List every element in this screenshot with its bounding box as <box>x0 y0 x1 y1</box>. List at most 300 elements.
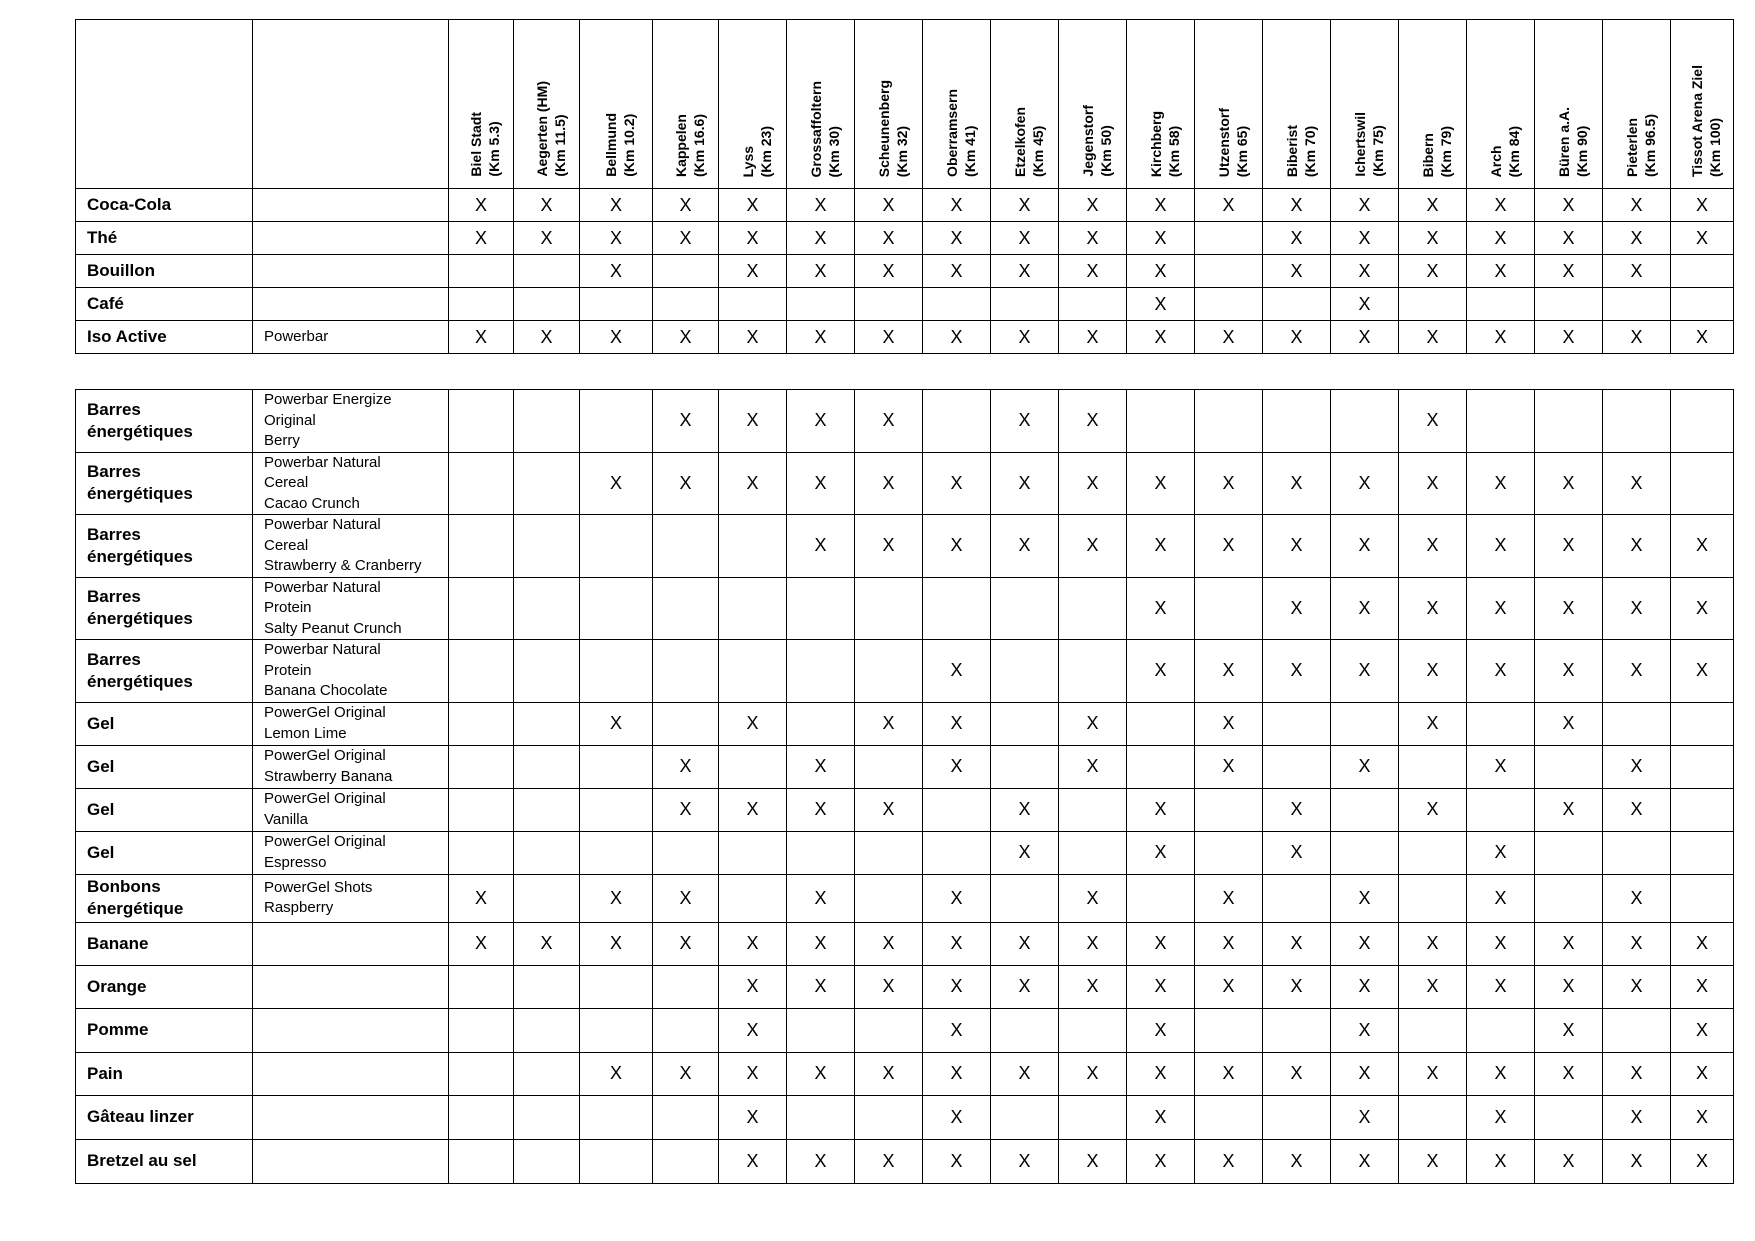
mark-cell <box>991 1052 1059 1095</box>
table-row <box>76 745 1734 788</box>
x-mark: X <box>1426 799 1439 819</box>
mark-cell <box>1331 640 1399 703</box>
x-mark: X <box>1630 660 1643 681</box>
mark-cell <box>1671 874 1734 922</box>
mark-cell <box>1671 1052 1734 1095</box>
mark-cell <box>1399 577 1467 640</box>
x-mark: X <box>950 1150 963 1171</box>
station-km: (Km 90) <box>1573 125 1590 177</box>
mark-cell <box>653 515 719 578</box>
x-mark: X <box>1562 260 1575 281</box>
x-mark: X <box>746 410 759 431</box>
x-mark: X <box>1290 227 1303 248</box>
mark-cell <box>1059 702 1127 745</box>
x-mark: X <box>1290 1063 1303 1083</box>
station-km: (Km 16.6) <box>690 113 707 177</box>
station-header <box>1263 20 1331 189</box>
mark-cell <box>855 577 923 640</box>
mark-cell <box>1263 321 1331 354</box>
mark-cell <box>1535 1139 1603 1183</box>
x-mark: X <box>1018 976 1031 996</box>
mark-cell <box>1399 874 1467 922</box>
table-row <box>76 640 1734 703</box>
x-mark: X <box>1562 227 1575 248</box>
product-cell <box>253 745 449 788</box>
mark-cell <box>855 702 923 745</box>
x-mark: X <box>474 326 487 347</box>
product-name: Powerbar Natural <box>264 641 381 658</box>
station-name: Ichertswil <box>1351 112 1368 177</box>
mark-cell <box>1195 874 1263 922</box>
mark-cell <box>1467 577 1535 640</box>
x-mark: X <box>679 326 692 347</box>
x-mark: X <box>1154 472 1167 493</box>
product-cell <box>253 702 449 745</box>
mark-cell <box>1127 874 1195 922</box>
x-mark: X <box>1630 535 1643 556</box>
mark-cell <box>1331 321 1399 354</box>
mark-cell <box>1535 515 1603 578</box>
x-mark: X <box>1562 799 1575 819</box>
mark-cell <box>1195 1095 1263 1139</box>
table-row <box>76 321 1734 354</box>
x-mark: X <box>1222 887 1235 908</box>
mark-cell <box>1671 702 1734 745</box>
mark-cell <box>653 874 719 922</box>
x-mark: X <box>1290 976 1303 996</box>
mark-cell <box>787 745 855 788</box>
item-name: Barres <box>87 649 141 669</box>
mark-cell <box>923 1139 991 1183</box>
x-mark: X <box>679 227 692 248</box>
mark-cell <box>1535 1008 1603 1052</box>
station-header <box>1399 20 1467 189</box>
x-mark: X <box>1358 976 1371 996</box>
mark-cell <box>719 189 787 222</box>
mark-cell <box>1127 515 1195 578</box>
mark-cell <box>1195 745 1263 788</box>
mark-cell <box>991 321 1059 354</box>
x-mark: X <box>1222 535 1235 556</box>
item-label <box>76 452 253 515</box>
item-name: Orange <box>87 976 147 996</box>
table-row <box>76 1052 1734 1095</box>
mark-cell <box>449 321 514 354</box>
x-mark: X <box>1154 933 1167 953</box>
x-mark: X <box>1018 933 1031 953</box>
x-mark: X <box>1630 976 1643 996</box>
product-cell <box>253 577 449 640</box>
mark-cell <box>653 1095 719 1139</box>
x-mark: X <box>540 326 553 347</box>
x-mark: X <box>1426 260 1439 281</box>
x-mark: X <box>882 713 895 733</box>
x-mark: X <box>679 410 692 431</box>
mark-cell <box>923 321 991 354</box>
station-km: (Km 23) <box>757 125 774 177</box>
mark-cell <box>1127 577 1195 640</box>
station-label <box>1623 113 1658 177</box>
product-name: Cereal <box>264 536 309 554</box>
mark-cell <box>1127 222 1195 255</box>
x-mark: X <box>1018 227 1031 248</box>
mark-cell <box>449 965 514 1008</box>
mark-cell <box>1059 577 1127 640</box>
mark-cell <box>719 390 787 453</box>
station-header <box>855 20 923 189</box>
mark-cell <box>1263 788 1331 831</box>
mark-cell <box>1059 640 1127 703</box>
mark-cell <box>1195 255 1263 288</box>
x-mark: X <box>1426 713 1439 733</box>
mark-cell <box>923 1095 991 1139</box>
mark-cell <box>1263 702 1331 745</box>
mark-cell <box>855 222 923 255</box>
x-mark: X <box>1222 713 1235 733</box>
mark-cell <box>719 321 787 354</box>
mark-cell <box>514 255 580 288</box>
x-mark: X <box>882 194 895 215</box>
mark-cell <box>923 874 991 922</box>
mark-cell <box>1603 222 1671 255</box>
item-name: Gel <box>87 713 115 733</box>
product-name: Protein <box>264 661 312 679</box>
mark-cell <box>787 577 855 640</box>
x-mark: X <box>1695 660 1708 681</box>
item-name: Gel <box>87 799 115 819</box>
mark-cell <box>1671 745 1734 788</box>
mark-cell <box>580 1139 653 1183</box>
station-label <box>1283 124 1318 177</box>
x-mark: X <box>1086 887 1099 908</box>
mark-cell <box>1535 222 1603 255</box>
mark-cell <box>923 515 991 578</box>
mark-cell <box>1195 222 1263 255</box>
mark-cell <box>923 452 991 515</box>
mark-cell <box>1059 189 1127 222</box>
mark-cell <box>1467 255 1535 288</box>
mark-cell <box>991 922 1059 965</box>
x-mark: X <box>950 756 963 776</box>
mark-cell <box>719 577 787 640</box>
mark-cell <box>1399 1139 1467 1183</box>
x-mark: X <box>1562 976 1575 996</box>
x-mark: X <box>1494 326 1507 347</box>
station-header <box>449 20 514 189</box>
mark-cell <box>1467 222 1535 255</box>
mark-cell <box>1195 1139 1263 1183</box>
x-mark: X <box>1222 1150 1235 1171</box>
x-mark: X <box>1290 194 1303 215</box>
station-km: (Km 75) <box>1369 125 1386 177</box>
x-mark: X <box>1494 535 1507 556</box>
item-name: Gel <box>87 842 115 862</box>
mark-cell <box>855 922 923 965</box>
mark-cell <box>1059 288 1127 321</box>
station-label <box>1011 106 1046 177</box>
mark-cell <box>1467 702 1535 745</box>
mark-cell <box>1603 1052 1671 1095</box>
mark-cell <box>1535 1052 1603 1095</box>
mark-cell <box>514 1139 580 1183</box>
mark-cell <box>514 745 580 788</box>
product-cell <box>253 1052 449 1095</box>
mark-cell <box>923 788 991 831</box>
mark-cell <box>1059 255 1127 288</box>
mark-cell <box>1331 788 1399 831</box>
table-row <box>76 702 1734 745</box>
product-cell <box>253 255 449 288</box>
mark-cell <box>719 702 787 745</box>
mark-cell <box>1263 831 1331 874</box>
x-mark: X <box>1630 597 1643 618</box>
x-mark: X <box>950 194 963 215</box>
mark-cell <box>1263 255 1331 288</box>
x-mark: X <box>814 976 827 996</box>
mark-cell <box>449 577 514 640</box>
station-km: (Km 70) <box>1301 125 1318 177</box>
product-name: Protein <box>264 599 312 616</box>
item-label <box>76 965 253 1008</box>
item-name: énergétiques <box>87 609 193 629</box>
mark-cell <box>1263 452 1331 515</box>
mark-cell <box>1467 189 1535 222</box>
x-mark: X <box>1494 472 1507 493</box>
mark-cell <box>1603 452 1671 515</box>
mark-cell <box>1535 745 1603 788</box>
x-mark: X <box>1086 976 1099 996</box>
station-name: Oberramsern <box>943 89 960 177</box>
mark-cell <box>653 702 719 745</box>
mark-cell <box>923 577 991 640</box>
station-km: (Km 5.3) <box>486 121 502 177</box>
product-cell <box>253 390 449 453</box>
mark-cell <box>514 874 580 922</box>
station-label <box>533 81 568 177</box>
x-mark: X <box>1290 660 1303 681</box>
mark-cell <box>580 922 653 965</box>
mark-cell <box>1603 1139 1671 1183</box>
mark-cell <box>1331 831 1399 874</box>
mark-cell <box>1263 640 1331 703</box>
mark-cell <box>1195 321 1263 354</box>
mark-cell <box>923 922 991 965</box>
mark-cell <box>514 965 580 1008</box>
x-mark: X <box>1426 933 1439 953</box>
mark-cell <box>1127 1095 1195 1139</box>
x-mark: X <box>746 799 759 819</box>
item-label <box>76 922 253 965</box>
station-label <box>1147 110 1182 177</box>
x-mark: X <box>1630 756 1643 776</box>
table-row <box>76 788 1734 831</box>
x-mark: X <box>746 976 759 996</box>
product-name: PowerGel Shots <box>264 878 373 896</box>
product-name: Original <box>264 411 316 429</box>
station-name: Scheunenberg <box>875 79 892 177</box>
x-mark: X <box>679 799 692 819</box>
x-mark: X <box>1154 1106 1167 1127</box>
x-mark: X <box>814 1063 827 1083</box>
mark-cell <box>1195 1052 1263 1095</box>
item-label <box>76 1139 253 1183</box>
mark-cell <box>1399 321 1467 354</box>
station-header <box>719 20 787 189</box>
mark-cell <box>1603 788 1671 831</box>
mark-cell <box>449 1052 514 1095</box>
x-mark: X <box>882 410 895 431</box>
x-mark: X <box>1290 472 1303 493</box>
x-mark: X <box>1426 326 1439 347</box>
station-header <box>1467 20 1535 189</box>
x-mark: X <box>746 260 759 281</box>
x-mark: X <box>1222 756 1235 776</box>
x-mark: X <box>1358 472 1371 493</box>
x-mark: X <box>1358 1063 1371 1083</box>
mark-cell <box>855 288 923 321</box>
x-mark: X <box>1086 1150 1099 1171</box>
item-label: Iso Active <box>76 321 253 354</box>
x-mark: X <box>1562 1063 1575 1083</box>
mark-cell <box>719 965 787 1008</box>
mark-cell <box>991 745 1059 788</box>
x-mark: X <box>609 1063 622 1083</box>
mark-cell <box>1603 515 1671 578</box>
mark-cell <box>719 1095 787 1139</box>
station-name: Etzelkofen <box>1011 106 1028 177</box>
x-mark: X <box>1290 933 1303 953</box>
product-cell <box>253 1139 449 1183</box>
mark-cell <box>1263 874 1331 922</box>
mark-cell <box>923 1052 991 1095</box>
mark-cell <box>855 874 923 922</box>
station-km: (Km 79) <box>1437 125 1454 177</box>
station-label <box>1487 125 1522 177</box>
x-mark: X <box>1222 194 1235 215</box>
mark-cell <box>1671 1139 1734 1183</box>
x-mark: X <box>1290 799 1303 819</box>
x-mark: X <box>679 933 692 953</box>
mark-cell <box>514 321 580 354</box>
item-label <box>76 788 253 831</box>
mark-cell <box>1059 1008 1127 1052</box>
x-mark: X <box>1695 227 1708 248</box>
mark-cell <box>1671 288 1734 321</box>
mark-cell <box>1127 1139 1195 1183</box>
mark-cell <box>1603 1008 1671 1052</box>
x-mark: X <box>1154 194 1167 215</box>
mark-cell <box>1671 452 1734 515</box>
x-mark: X <box>814 1150 827 1171</box>
mark-cell <box>1059 390 1127 453</box>
mark-cell <box>719 1052 787 1095</box>
product-name: PowerGel Original <box>264 790 386 807</box>
item-label <box>76 390 253 453</box>
item-name: Pomme <box>87 1020 149 1039</box>
mark-cell <box>653 452 719 515</box>
product-name: Powerbar Natural <box>264 578 381 596</box>
station-header <box>1535 20 1603 189</box>
mark-cell <box>1467 965 1535 1008</box>
x-mark: X <box>609 887 622 908</box>
table-row <box>76 1095 1734 1139</box>
x-mark: X <box>1494 887 1507 908</box>
x-mark: X <box>609 194 622 215</box>
product-name: Raspberry <box>264 899 334 916</box>
x-mark: X <box>1086 227 1099 248</box>
mark-cell <box>787 965 855 1008</box>
mark-cell <box>1467 321 1535 354</box>
x-mark: X <box>950 326 963 347</box>
mark-cell <box>1671 1095 1734 1139</box>
mark-cell <box>855 1008 923 1052</box>
mark-cell <box>1195 702 1263 745</box>
x-mark: X <box>882 1063 895 1083</box>
station-km: (Km 50) <box>1097 125 1114 177</box>
mark-cell <box>991 788 1059 831</box>
x-mark: X <box>1494 597 1507 618</box>
x-mark: X <box>950 227 963 248</box>
x-mark: X <box>1018 842 1031 862</box>
mark-cell <box>653 1052 719 1095</box>
item-name: énergétiques <box>87 546 193 566</box>
x-mark: X <box>679 887 692 908</box>
mark-cell <box>1399 640 1467 703</box>
mark-cell <box>580 965 653 1008</box>
mark-cell <box>1331 1139 1399 1183</box>
mark-cell <box>1603 189 1671 222</box>
station-name: Bellmund <box>603 113 619 177</box>
x-mark: X <box>1562 1019 1575 1040</box>
mark-cell <box>1671 577 1734 640</box>
mark-cell <box>1263 189 1331 222</box>
item-label <box>76 577 253 640</box>
mark-cell <box>719 288 787 321</box>
x-mark: X <box>1426 472 1439 493</box>
mark-cell <box>1331 702 1399 745</box>
x-mark: X <box>1018 410 1031 431</box>
mark-cell <box>1263 922 1331 965</box>
mark-cell <box>514 189 580 222</box>
mark-cell <box>1195 189 1263 222</box>
x-mark: X <box>1426 660 1439 681</box>
mark-cell <box>991 702 1059 745</box>
item-name: énergétiques <box>87 671 193 691</box>
mark-cell <box>1603 577 1671 640</box>
x-mark: X <box>746 227 759 248</box>
mark-cell <box>923 831 991 874</box>
station-name: Utzenstorf <box>1215 107 1232 177</box>
mark-cell <box>1127 965 1195 1008</box>
mark-cell <box>514 515 580 578</box>
station-km: (Km 10.2) <box>621 113 637 177</box>
mark-cell <box>1059 1052 1127 1095</box>
mark-cell <box>991 189 1059 222</box>
item-label <box>76 745 253 788</box>
x-mark: X <box>1630 1106 1643 1127</box>
x-mark: X <box>950 260 963 281</box>
x-mark: X <box>1086 1063 1099 1083</box>
station-label <box>1555 106 1590 177</box>
x-mark: X <box>1358 1150 1371 1171</box>
mark-cell <box>923 222 991 255</box>
x-mark: X <box>746 1063 759 1083</box>
mark-cell <box>719 222 787 255</box>
x-mark: X <box>1494 1106 1507 1127</box>
mark-cell <box>787 702 855 745</box>
x-mark: X <box>1154 660 1167 681</box>
x-mark: X <box>1695 194 1708 215</box>
